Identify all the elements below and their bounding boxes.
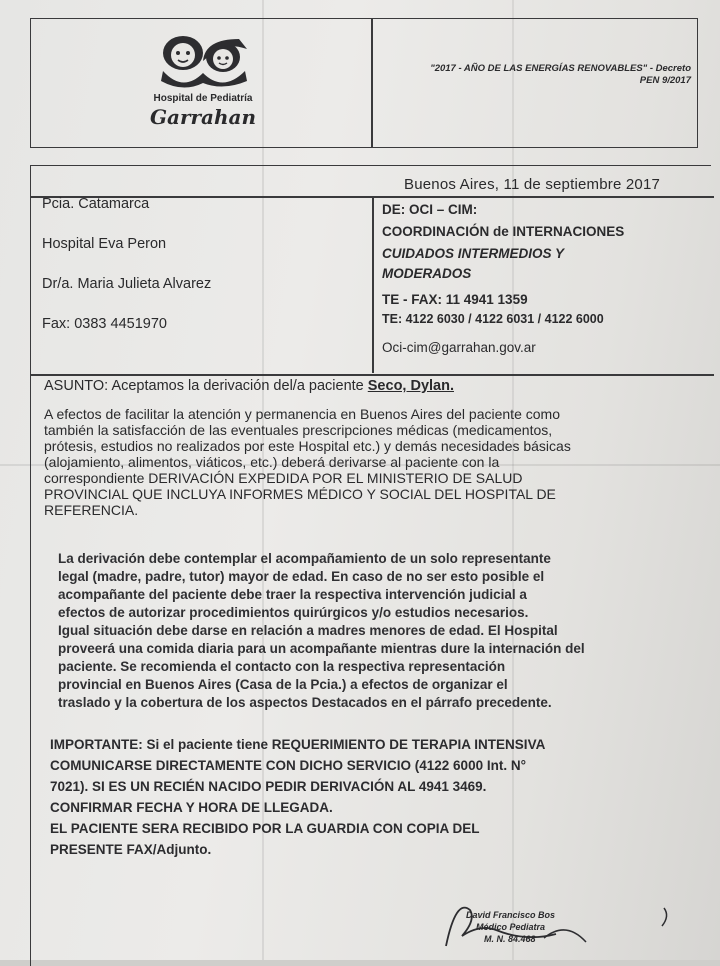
sender-department: CUIDADOS INTERMEDIOS Y	[382, 246, 565, 261]
paragraph-line: provincial en Buenos Aires (Casa de la Pcia.) a efectos de organizar el	[58, 677, 508, 692]
important-notice	[50, 734, 718, 860]
decree-line: "2017 - AÑO DE LAS ENERGÍAS RENOVABLES" - Decreto	[430, 63, 691, 74]
patient-name: Seco, Dylan.	[367, 378, 454, 394]
sender-email: Oci-cim@garrahan.gov.ar	[382, 340, 536, 355]
fax-date: Buenos Aires, 11 de septiembre 2017	[404, 176, 661, 193]
decree-text	[391, 63, 691, 87]
paragraph-line: REFERENCIA.	[44, 502, 139, 518]
signature-scribble-icon	[436, 890, 696, 960]
divider	[30, 374, 714, 376]
letterhead-box	[30, 18, 698, 148]
paragraph-conditions	[44, 406, 720, 518]
letterhead-divider	[371, 19, 373, 147]
paragraph-line: acompañante del paciente debe traer la respectiva intervención judicial a	[58, 587, 527, 602]
children-illustration-icon	[143, 31, 263, 93]
decree-line: PEN 9/2017	[639, 75, 691, 86]
signature-title: Médico Pediatra	[476, 922, 546, 932]
paragraph-line: paciente. Se recomienda el contacto con la respectiva representación	[58, 659, 506, 674]
recipient-hospital: Hospital Eva Peron	[42, 236, 167, 252]
paragraph-line: correspondiente DERIVACIÓN EXPEDIDA POR EL MINISTERIO DE SALUD	[44, 470, 523, 486]
subject-text: Aceptamos la derivación del/a paciente	[111, 378, 364, 394]
paragraph-line: traslado y la cobertura de los aspectos Destacados en el párrafo precedente.	[58, 695, 552, 710]
sender-telfax: TE - FAX: 11 4941 1359	[382, 292, 528, 307]
paragraph-line: A efectos de facilitar la atención y permanencia en Buenos Aires del paciente como	[44, 406, 560, 422]
paragraph-companion	[58, 550, 720, 712]
sender-department: MODERADOS	[382, 266, 472, 281]
paragraph-line: (alojamiento, alimentos, viáticos, etc.) deberá derivarse al paciente con la	[44, 454, 500, 470]
paragraph-line: proveerá una comida diaria para un acompañante mientras dure la internación del	[58, 641, 585, 656]
paragraph-line: también la satisfacción de las eventuales prescripciones médicas (medicamentos,	[44, 422, 553, 438]
paragraph-line: PROVINCIAL QUE INCLUYA INFORMES MÉDICO Y SOCIAL DEL HOSPITAL DE	[44, 486, 556, 502]
paragraph-line: efectos de autorizar procedimientos quirúrgicos y/o estudios necesarios.	[58, 605, 529, 620]
doctor-signature-stamp	[436, 890, 696, 960]
subject-line	[44, 378, 454, 394]
divider	[372, 197, 374, 373]
recipient-province: Pcia. Catamarca	[42, 196, 150, 212]
paragraph-line: legal (madre, padre, tutor) mayor de edad. En caso de no ser esto posible el	[58, 569, 545, 584]
sender-department: COORDINACIÓN de INTERNACIONES	[382, 224, 625, 239]
sender-from: DE: OCI – CIM:	[382, 202, 478, 217]
important-line: 7021). SI ES UN RECIÉN NACIDO PEDIR DERIVACIÓN AL 4941 3469.	[50, 779, 487, 794]
paragraph-line: La derivación debe contemplar el acompañamiento de un solo representante	[58, 551, 551, 566]
sender-phones: TE: 4122 6030 / 4122 6031 / 4122 6000	[382, 312, 604, 326]
recipient-doctor: Dr/a. Maria Julieta Alvarez	[42, 276, 212, 292]
paragraph-line: Igual situación debe darse en relación a madres menores de edad. El Hospital	[58, 623, 558, 638]
subject-label: ASUNTO:	[44, 378, 109, 394]
logo-subtitle: Hospital de Pediatría	[153, 93, 253, 104]
signature-license: M. N. 84.468	[484, 934, 536, 944]
hospital-logo	[143, 31, 263, 141]
important-line: IMPORTANTE: Si el paciente tiene REQUERIMIENTO DE TERAPIA INTENSIVA	[50, 737, 546, 752]
important-line: COMUNICARSE DIRECTAMENTE CON DICHO SERVICIO (4122 6000 Int. N°	[50, 758, 526, 773]
important-line: EL PACIENTE SERA RECIBIDO POR LA GUARDIA CON COPIA DEL	[50, 821, 480, 836]
important-line: PRESENTE FAX/Adjunto.	[50, 842, 212, 857]
important-line: CONFIRMAR FECHA Y HORA DE LLEGADA.	[50, 800, 333, 815]
recipient-fax: Fax: 0383 4451970	[42, 316, 167, 332]
paragraph-line: prótesis, estudios no realizados por este Hospital etc.) y demás necesidades básicas	[44, 438, 571, 454]
logo-title: Garrahan	[149, 105, 257, 129]
signature-name: David Francisco Bos	[466, 910, 556, 920]
